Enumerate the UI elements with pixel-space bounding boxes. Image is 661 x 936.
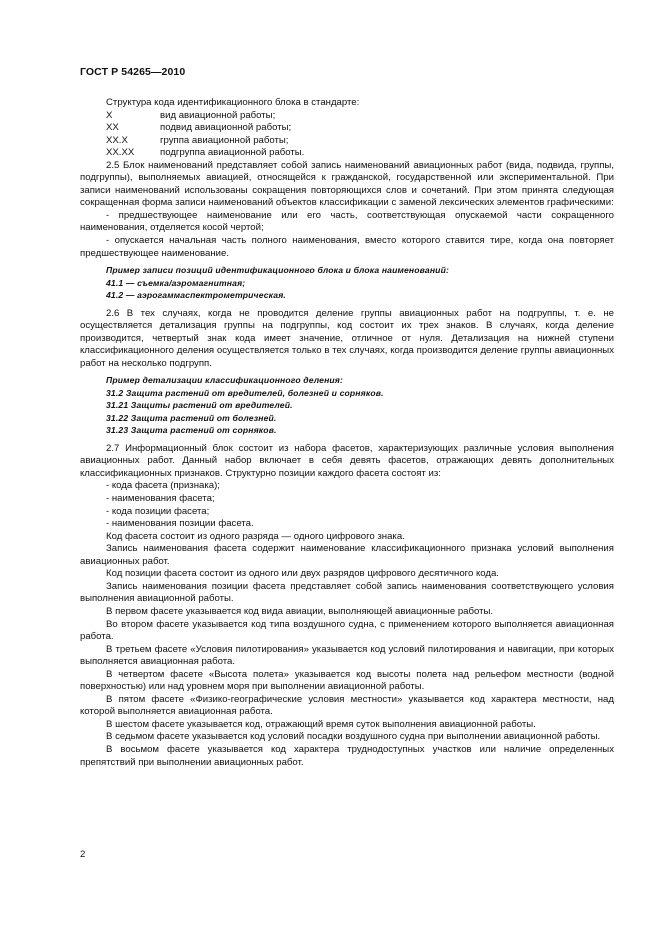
code-description: группа авиационной работы; bbox=[160, 134, 289, 146]
dash-item: - опускается начальная часть полного наименования, вместо которого ставится тире, когда она повторяет предшествующее наименование. bbox=[80, 235, 614, 259]
standard-header: ГОСТ Р 54265—2010 bbox=[80, 66, 186, 78]
code-structure-row bbox=[80, 147, 614, 160]
example-line: 31.21 Защиты растений от вредителей. bbox=[106, 400, 293, 411]
document-body bbox=[80, 97, 614, 769]
code-label: Х bbox=[106, 109, 113, 121]
example-title: Пример детализации классификационного деления: bbox=[106, 375, 344, 386]
example-line: 31.22 Защита растений от болезней. bbox=[106, 412, 277, 423]
example-line: 31.23 Защита растений от сорняков. bbox=[106, 425, 277, 436]
example-line: 41.1 — съемка/аэромагнитная; bbox=[106, 277, 246, 288]
example-line: 41.2 — аэрогаммаспектрометрическая. bbox=[106, 290, 286, 301]
facet-paragraph: Запись наименования фасета содержит наименование классификационного признака условий выполнения авиационных работ. bbox=[80, 543, 614, 567]
facet-part-item: - наименования позиции фасета. bbox=[106, 518, 254, 530]
code-description: подгруппа авиационной работы. bbox=[160, 147, 305, 159]
facet-paragraph: В шестом фасете указывается код, отражающий время суток выполнения авиационной работы. bbox=[106, 718, 536, 730]
code-label: ХХ bbox=[106, 122, 119, 134]
code-structure-row bbox=[80, 110, 614, 123]
page-number: 2 bbox=[80, 849, 86, 860]
example-line: 31.2 Защита растений от вредителей, болезней и сорняков. bbox=[106, 387, 384, 398]
facet-paragraph: Код фасета состоит из одного разряда — одного цифрового знака. bbox=[106, 530, 405, 542]
facet-part-item: - наименования фасета; bbox=[106, 493, 215, 505]
code-label: ХХ.ХХ bbox=[106, 147, 135, 159]
clause-2-7: 2.7 Информационный блок состоит из набора фасетов, характеризующих различные условия выполнения авиационных работ. Данный набор включает в себя девять фасетов, отражающих девять дополнительных классификационных признаков. Структурно позиции каждого фасета состоят из: bbox=[80, 442, 614, 479]
facet-paragraph: Запись наименования позиции фасета представляет собой запись наименования соответствующего условия выполнения авиационной работы. bbox=[80, 580, 614, 605]
facet-paragraph: В пятом фасете «Физико-географические условия местности» указывается код характера местности, над которой выполняется авиационная работа. bbox=[80, 693, 614, 718]
facet-paragraph: Код позиции фасета состоит из одного или двух разрядов цифрового десятичного кода. bbox=[106, 568, 499, 580]
dash-item: - предшествующее наименование или его часть, соответствующая опускаемой части сокращенного наименования, отделяется косой чертой; bbox=[80, 209, 614, 234]
facet-paragraph: Во втором фасете указывается код типа воздушного судна, с применением которого выполняется авиационная работа. bbox=[80, 618, 614, 643]
example-title: Пример записи позиций идентификационного блока и блока наименований: bbox=[106, 265, 449, 276]
code-structure-row bbox=[80, 122, 614, 135]
facet-part-item: - кода фасета (признака); bbox=[106, 480, 220, 492]
clause-2-5: 2.5 Блок наименований представляет собой запись наименований авиационных работ (вида, подвида, группы, подгруппы), выполняемых авиацией, относящейся к гражданской, государственной или экспериментальной. При записи наименований использованы сокращения повторяющихся слов и сочетаний. При этом принята следующая сокращенная форма записи наименований объектов классификации с заменой лексических элементов графическими: bbox=[80, 159, 614, 209]
facet-paragraph: В третьем фасете «Условия пилотирования» указывается код условий пилотирования и навигации, при которых выполняется авиационная работа. bbox=[80, 643, 614, 668]
facet-paragraph: В первом фасете указывается код вида авиации, выполняющей авиационные работы. bbox=[106, 605, 494, 617]
facet-part-item: - кода позиции фасета; bbox=[106, 505, 210, 517]
clause-2-6: 2.6 В тех случаях, когда не проводится деление группы авиационных работ на подгруппы, т. е. не осуществляется детализация группы на подгруппы, код состоит их трех знаков. В случаях, когда деление производится, четвертый знак кода имеет значение, отличное от нуля. Детализация на нижней ступени классификационного деления осуществляется только в тех случаях, когда производится деление группы авиационных работ на несколько подгрупп. bbox=[80, 307, 614, 369]
code-structure-intro: Структура кода идентификационного блока в стандарте: bbox=[106, 97, 360, 108]
code-description: вид авиационной работы; bbox=[160, 109, 276, 121]
code-label: ХХ.Х bbox=[106, 134, 128, 146]
facet-paragraph: В четвертом фасете «Высота полета» указывается код высоты полета над рельефом местности (водной поверхностью) или над уровнем моря при выполнении авиационной работы. bbox=[80, 668, 614, 693]
code-description: подвид авиационной работы; bbox=[160, 122, 292, 134]
code-structure-row bbox=[80, 135, 614, 148]
facet-paragraph: В седьмом фасете указывается код условий посадки воздушного судна при выполнении авиационной работы. bbox=[106, 731, 601, 743]
facet-paragraph: В восьмом фасете указывается код характера труднодоступных участков или наличие определенных препятствий при выполнении авиационных работ. bbox=[80, 743, 614, 768]
